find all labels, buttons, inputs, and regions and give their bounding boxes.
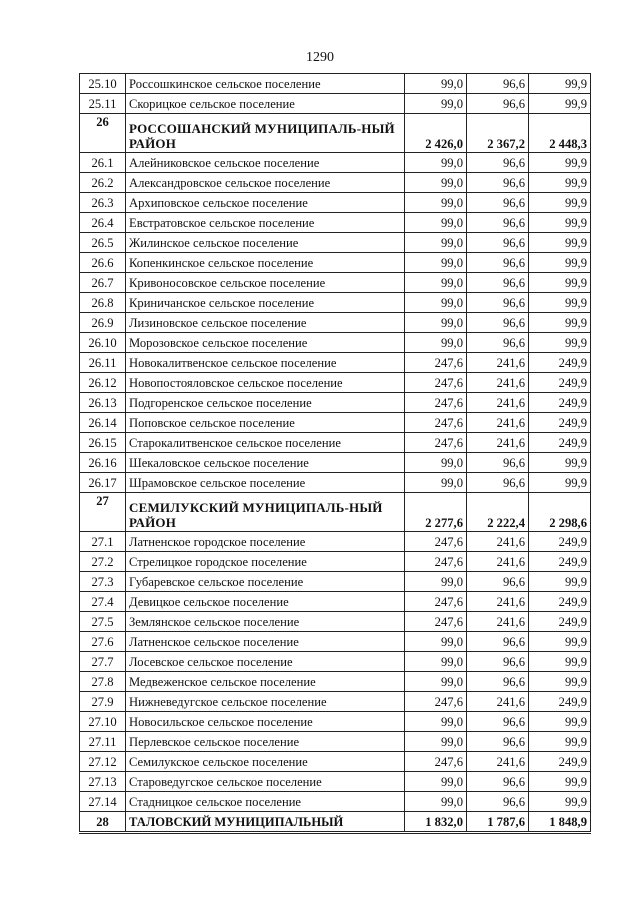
row-name: Поповское сельское поселение	[126, 413, 405, 433]
value-2: 96,6	[467, 233, 529, 253]
value-3: 99,9	[529, 712, 591, 732]
table-row	[80, 572, 591, 592]
value-3: 249,9	[529, 433, 591, 453]
table-row	[80, 373, 591, 393]
row-number: 26.1	[80, 153, 126, 173]
row-number: 27.4	[80, 592, 126, 612]
table-row	[80, 453, 591, 473]
table-row	[80, 712, 591, 732]
row-number: 25.11	[80, 94, 126, 114]
value-3: 249,9	[529, 373, 591, 393]
value-1: 99,0	[405, 313, 467, 333]
table-row	[80, 313, 591, 333]
value-2: 241,6	[467, 692, 529, 712]
row-name: Копенкинское сельское поселение	[126, 253, 405, 273]
table-row	[80, 273, 591, 293]
table-row	[80, 193, 591, 213]
value-2: 241,6	[467, 612, 529, 632]
value-3: 99,9	[529, 153, 591, 173]
row-number: 26.16	[80, 453, 126, 473]
row-name: Жилинское сельское поселение	[126, 233, 405, 253]
value-2: 1 787,6	[467, 812, 529, 833]
value-2: 96,6	[467, 652, 529, 672]
value-1: 99,0	[405, 153, 467, 173]
value-1: 99,0	[405, 792, 467, 812]
value-1: 99,0	[405, 632, 467, 652]
value-3: 249,9	[529, 393, 591, 413]
value-2: 241,6	[467, 592, 529, 612]
value-2: 96,6	[467, 792, 529, 812]
row-number: 27.8	[80, 672, 126, 692]
table-row	[80, 413, 591, 433]
value-2: 241,6	[467, 373, 529, 393]
row-name: Латненское сельское поселение	[126, 632, 405, 652]
value-2: 241,6	[467, 413, 529, 433]
value-2: 96,6	[467, 94, 529, 114]
value-1: 99,0	[405, 333, 467, 353]
value-1: 99,0	[405, 672, 467, 692]
value-3: 1 848,9	[529, 812, 591, 833]
row-name: РОССОШАНСКИЙ МУНИЦИПАЛЬ-НЫЙ РАЙОН	[126, 114, 405, 153]
value-1: 99,0	[405, 453, 467, 473]
row-name: Шекаловское сельское поселение	[126, 453, 405, 473]
table-row	[80, 652, 591, 672]
value-1: 99,0	[405, 74, 467, 94]
row-name: Евстратовское сельское поселение	[126, 213, 405, 233]
value-1: 99,0	[405, 772, 467, 792]
row-number: 25.10	[80, 74, 126, 94]
value-2: 96,6	[467, 712, 529, 732]
value-3: 249,9	[529, 552, 591, 572]
row-number: 26.17	[80, 473, 126, 493]
row-number: 27.12	[80, 752, 126, 772]
value-2: 96,6	[467, 333, 529, 353]
row-name: Стрелицкое городское поселение	[126, 552, 405, 572]
row-name: Стадницкое сельское поселение	[126, 792, 405, 812]
value-1: 247,6	[405, 552, 467, 572]
value-2: 96,6	[467, 772, 529, 792]
district-row	[80, 114, 591, 153]
value-1: 247,6	[405, 692, 467, 712]
value-2: 96,6	[467, 173, 529, 193]
row-name: Нижневедугское сельское поселение	[126, 692, 405, 712]
value-3: 99,9	[529, 453, 591, 473]
value-3: 99,9	[529, 213, 591, 233]
row-number: 27.2	[80, 552, 126, 572]
row-number: 27.5	[80, 612, 126, 632]
value-3: 249,9	[529, 413, 591, 433]
value-1: 99,0	[405, 193, 467, 213]
value-3: 99,9	[529, 94, 591, 114]
row-number: 28	[80, 812, 126, 833]
row-name: Латненское городское поселение	[126, 532, 405, 552]
value-2: 96,6	[467, 732, 529, 752]
row-number: 26.5	[80, 233, 126, 253]
row-name: Староведугское сельское поселение	[126, 772, 405, 792]
row-name: Землянское сельское поселение	[126, 612, 405, 632]
row-name: Новопостояловское сельское поселение	[126, 373, 405, 393]
row-name: Новокалитвенское сельское поселение	[126, 353, 405, 373]
value-2: 96,6	[467, 153, 529, 173]
row-number: 27.11	[80, 732, 126, 752]
table-row	[80, 692, 591, 712]
table-row	[80, 672, 591, 692]
budget-table	[79, 73, 591, 834]
row-name: Семилукское сельское поселение	[126, 752, 405, 772]
table-row	[80, 393, 591, 413]
table-row	[80, 353, 591, 373]
value-2: 241,6	[467, 393, 529, 413]
value-2: 96,6	[467, 293, 529, 313]
table-row	[80, 74, 591, 94]
value-1: 99,0	[405, 233, 467, 253]
value-3: 249,9	[529, 532, 591, 552]
value-3: 99,9	[529, 173, 591, 193]
row-number: 26.15	[80, 433, 126, 453]
row-number: 26.2	[80, 173, 126, 193]
table-row	[80, 532, 591, 552]
table-row	[80, 612, 591, 632]
value-3: 249,9	[529, 592, 591, 612]
value-3: 99,9	[529, 74, 591, 94]
value-1: 99,0	[405, 712, 467, 732]
value-2: 96,6	[467, 453, 529, 473]
table-row	[80, 433, 591, 453]
value-1: 99,0	[405, 273, 467, 293]
row-name: Алейниковское сельское поселение	[126, 153, 405, 173]
value-3: 99,9	[529, 792, 591, 812]
value-3: 99,9	[529, 473, 591, 493]
row-name: Александровское сельское поселение	[126, 173, 405, 193]
value-1: 247,6	[405, 532, 467, 552]
value-1: 2 277,6	[405, 493, 467, 532]
value-3: 99,9	[529, 672, 591, 692]
row-number: 26.11	[80, 353, 126, 373]
row-name: Россошкинское сельское поселение	[126, 74, 405, 94]
row-number: 26.3	[80, 193, 126, 213]
row-name: ТАЛОВСКИЙ МУНИЦИПАЛЬНЫЙ	[126, 812, 405, 833]
value-1: 247,6	[405, 393, 467, 413]
value-2: 96,6	[467, 253, 529, 273]
value-1: 99,0	[405, 732, 467, 752]
row-name: Кривоносовское сельское поселение	[126, 273, 405, 293]
value-2: 96,6	[467, 473, 529, 493]
row-name: Подгоренское сельское поселение	[126, 393, 405, 413]
value-2: 241,6	[467, 752, 529, 772]
row-number: 27.10	[80, 712, 126, 732]
row-name: Криничанское сельское поселение	[126, 293, 405, 313]
row-name: СЕМИЛУКСКИЙ МУНИЦИПАЛЬ-НЫЙ РАЙОН	[126, 493, 405, 532]
value-2: 2 222,4	[467, 493, 529, 532]
value-3: 249,9	[529, 353, 591, 373]
row-name: Лосевское сельское поселение	[126, 652, 405, 672]
value-1: 247,6	[405, 413, 467, 433]
row-name: Новосильское сельское поселение	[126, 712, 405, 732]
row-name: Шрамовское сельское поселение	[126, 473, 405, 493]
table-row	[80, 592, 591, 612]
row-number: 27.14	[80, 792, 126, 812]
row-number: 26.8	[80, 293, 126, 313]
row-name: Перлевское сельское поселение	[126, 732, 405, 752]
value-2: 96,6	[467, 313, 529, 333]
value-3: 99,9	[529, 293, 591, 313]
value-2: 241,6	[467, 552, 529, 572]
value-1: 99,0	[405, 213, 467, 233]
value-1: 99,0	[405, 652, 467, 672]
value-3: 99,9	[529, 732, 591, 752]
value-2: 96,6	[467, 213, 529, 233]
row-name: Скорицкое сельское поселение	[126, 94, 405, 114]
row-number: 27.7	[80, 652, 126, 672]
table-body	[80, 74, 591, 833]
value-2: 96,6	[467, 572, 529, 592]
table-row	[80, 213, 591, 233]
row-name: Лизиновское сельское поселение	[126, 313, 405, 333]
value-2: 96,6	[467, 273, 529, 293]
table-row	[80, 333, 591, 353]
value-3: 249,9	[529, 612, 591, 632]
row-number: 26.6	[80, 253, 126, 273]
row-number: 26.10	[80, 333, 126, 353]
page-number: 1290	[306, 50, 334, 65]
row-name: Губаревское сельское поселение	[126, 572, 405, 592]
row-number: 26	[80, 114, 126, 153]
table-row	[80, 772, 591, 792]
value-1: 2 426,0	[405, 114, 467, 153]
value-3: 99,9	[529, 572, 591, 592]
table-row	[80, 293, 591, 313]
row-number: 26.4	[80, 213, 126, 233]
value-3: 99,9	[529, 772, 591, 792]
row-number: 27.6	[80, 632, 126, 652]
value-2: 96,6	[467, 74, 529, 94]
value-1: 99,0	[405, 173, 467, 193]
value-1: 247,6	[405, 592, 467, 612]
value-2: 241,6	[467, 532, 529, 552]
value-3: 99,9	[529, 253, 591, 273]
value-1: 247,6	[405, 752, 467, 772]
row-number: 27.9	[80, 692, 126, 712]
value-1: 99,0	[405, 572, 467, 592]
table-row	[80, 752, 591, 772]
value-1: 1 832,0	[405, 812, 467, 833]
row-number: 27.13	[80, 772, 126, 792]
district-row	[80, 493, 591, 532]
row-number: 27	[80, 493, 126, 532]
table-row	[80, 732, 591, 752]
value-3: 2 448,3	[529, 114, 591, 153]
row-number: 26.12	[80, 373, 126, 393]
row-name: Морозовское сельское поселение	[126, 333, 405, 353]
value-2: 241,6	[467, 433, 529, 453]
value-1: 99,0	[405, 94, 467, 114]
table-row	[80, 552, 591, 572]
row-number: 26.9	[80, 313, 126, 333]
value-1: 99,0	[405, 473, 467, 493]
value-3: 99,9	[529, 233, 591, 253]
table-row	[80, 153, 591, 173]
value-3: 99,9	[529, 273, 591, 293]
value-1: 247,6	[405, 373, 467, 393]
value-1: 247,6	[405, 353, 467, 373]
table-row	[80, 792, 591, 812]
value-3: 99,9	[529, 652, 591, 672]
row-number: 27.1	[80, 532, 126, 552]
value-3: 2 298,6	[529, 493, 591, 532]
value-3: 99,9	[529, 632, 591, 652]
row-number: 27.3	[80, 572, 126, 592]
value-2: 96,6	[467, 193, 529, 213]
value-3: 99,9	[529, 313, 591, 333]
value-2: 241,6	[467, 353, 529, 373]
row-name: Архиповское сельское поселение	[126, 193, 405, 213]
table-row	[80, 632, 591, 652]
value-1: 247,6	[405, 433, 467, 453]
row-number: 26.14	[80, 413, 126, 433]
value-2: 2 367,2	[467, 114, 529, 153]
value-1: 247,6	[405, 612, 467, 632]
value-3: 249,9	[529, 752, 591, 772]
value-3: 99,9	[529, 193, 591, 213]
value-3: 99,9	[529, 333, 591, 353]
value-1: 99,0	[405, 293, 467, 313]
row-name: Медвеженское сельское поселение	[126, 672, 405, 692]
table-row	[80, 94, 591, 114]
value-3: 249,9	[529, 692, 591, 712]
row-number: 26.13	[80, 393, 126, 413]
row-name: Старокалитвенское сельское поселение	[126, 433, 405, 453]
value-2: 96,6	[467, 632, 529, 652]
table-row	[80, 473, 591, 493]
table-row	[80, 233, 591, 253]
row-number: 26.7	[80, 273, 126, 293]
table-row	[80, 173, 591, 193]
row-name: Девицкое сельское поселение	[126, 592, 405, 612]
value-2: 96,6	[467, 672, 529, 692]
table-row	[80, 253, 591, 273]
value-1: 99,0	[405, 253, 467, 273]
district-row	[80, 812, 591, 833]
